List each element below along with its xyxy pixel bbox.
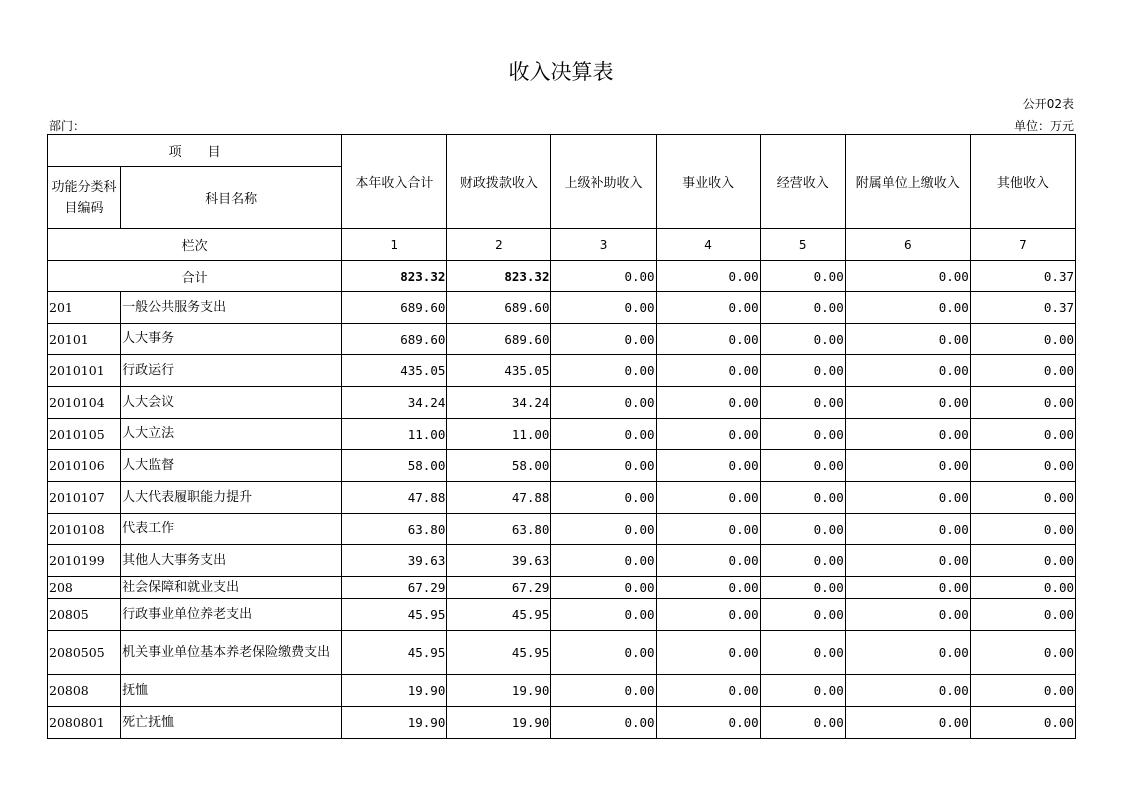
row-value: 0.00 bbox=[760, 324, 845, 355]
row-value: 47.88 bbox=[342, 482, 447, 514]
row-value: 0.00 bbox=[970, 675, 1075, 707]
table-row bbox=[48, 292, 1076, 324]
row-value: 0.00 bbox=[551, 577, 656, 599]
row-value: 0.00 bbox=[656, 599, 760, 631]
total-value: 0.00 bbox=[845, 261, 970, 292]
row-code: 2010107 bbox=[48, 482, 121, 514]
row-value: 0.00 bbox=[656, 419, 760, 450]
row-value: 63.80 bbox=[447, 514, 551, 545]
row-value: 0.00 bbox=[760, 450, 845, 482]
table-row bbox=[48, 514, 1076, 545]
row-value: 63.80 bbox=[342, 514, 447, 545]
row-value: 0.00 bbox=[760, 419, 845, 450]
total-value: 0.00 bbox=[656, 261, 760, 292]
row-name: 其他人大事务支出 bbox=[121, 545, 342, 577]
row-value: 0.00 bbox=[845, 599, 970, 631]
row-value: 0.00 bbox=[656, 387, 760, 419]
header-item: 项 目 bbox=[48, 135, 342, 167]
row-value: 34.24 bbox=[447, 387, 551, 419]
header-col-3: 上级补助收入 bbox=[551, 135, 656, 229]
row-value: 0.00 bbox=[551, 355, 656, 387]
row-value: 0.00 bbox=[551, 514, 656, 545]
row-value: 0.00 bbox=[656, 450, 760, 482]
row-code: 2010108 bbox=[48, 514, 121, 545]
row-value: 0.00 bbox=[845, 577, 970, 599]
header-col-6: 附属单位上缴收入 bbox=[845, 135, 970, 229]
row-value: 0.37 bbox=[970, 292, 1075, 324]
row-value: 0.00 bbox=[656, 545, 760, 577]
row-value: 0.00 bbox=[845, 707, 970, 739]
column-number: 3 bbox=[551, 229, 656, 261]
row-name: 人大代表履职能力提升 bbox=[121, 482, 342, 514]
row-value: 0.00 bbox=[656, 707, 760, 739]
row-value: 19.90 bbox=[342, 675, 447, 707]
row-name: 抚恤 bbox=[121, 675, 342, 707]
row-value: 0.00 bbox=[760, 482, 845, 514]
row-name: 死亡抚恤 bbox=[121, 707, 342, 739]
column-number: 6 bbox=[845, 229, 970, 261]
table-row bbox=[48, 324, 1076, 355]
header-col-2: 财政拨款收入 bbox=[447, 135, 551, 229]
table-row bbox=[48, 577, 1076, 599]
row-value: 0.00 bbox=[970, 707, 1075, 739]
total-value: 823.32 bbox=[447, 261, 551, 292]
total-row bbox=[48, 261, 1076, 292]
unit-label: 单位：万元 bbox=[1013, 119, 1074, 133]
row-value: 0.00 bbox=[760, 292, 845, 324]
row-value: 0.00 bbox=[656, 292, 760, 324]
row-value: 39.63 bbox=[447, 545, 551, 577]
header-col-7: 其他收入 bbox=[970, 135, 1075, 229]
row-code: 20101 bbox=[48, 324, 121, 355]
row-value: 689.60 bbox=[447, 292, 551, 324]
row-value: 67.29 bbox=[342, 577, 447, 599]
row-value: 0.00 bbox=[970, 514, 1075, 545]
page-title: 收入决算表 bbox=[508, 60, 614, 84]
row-value: 11.00 bbox=[447, 419, 551, 450]
row-value: 0.00 bbox=[656, 577, 760, 599]
header-col-4: 事业收入 bbox=[656, 135, 760, 229]
row-value: 0.00 bbox=[845, 387, 970, 419]
row-value: 0.00 bbox=[551, 631, 656, 675]
row-value: 67.29 bbox=[447, 577, 551, 599]
table-row bbox=[48, 482, 1076, 514]
row-value: 0.00 bbox=[970, 324, 1075, 355]
row-value: 0.00 bbox=[845, 631, 970, 675]
row-value: 0.00 bbox=[551, 324, 656, 355]
row-value: 0.00 bbox=[845, 324, 970, 355]
row-value: 0.00 bbox=[845, 419, 970, 450]
row-value: 0.00 bbox=[760, 675, 845, 707]
row-value: 0.00 bbox=[845, 450, 970, 482]
row-code: 2010199 bbox=[48, 545, 121, 577]
row-value: 0.00 bbox=[551, 292, 656, 324]
row-value: 0.00 bbox=[656, 482, 760, 514]
row-value: 0.00 bbox=[551, 707, 656, 739]
row-value: 689.60 bbox=[342, 292, 447, 324]
total-value: 0.37 bbox=[970, 261, 1075, 292]
row-code: 20805 bbox=[48, 599, 121, 631]
row-value: 0.00 bbox=[845, 292, 970, 324]
column-row-label: 栏次 bbox=[48, 229, 342, 261]
row-value: 0.00 bbox=[970, 387, 1075, 419]
row-code: 2010101 bbox=[48, 355, 121, 387]
row-value: 0.00 bbox=[970, 355, 1075, 387]
row-value: 0.00 bbox=[760, 631, 845, 675]
header-col-5: 经营收入 bbox=[760, 135, 845, 229]
column-number: 1 bbox=[342, 229, 447, 261]
row-value: 0.00 bbox=[760, 387, 845, 419]
row-value: 0.00 bbox=[551, 675, 656, 707]
income-table bbox=[47, 134, 1076, 739]
row-value: 39.63 bbox=[342, 545, 447, 577]
column-number: 7 bbox=[970, 229, 1075, 261]
row-value: 0.00 bbox=[656, 514, 760, 545]
table-row bbox=[48, 355, 1076, 387]
row-value: 0.00 bbox=[845, 355, 970, 387]
row-value: 0.00 bbox=[760, 355, 845, 387]
row-value: 0.00 bbox=[845, 545, 970, 577]
row-value: 0.00 bbox=[551, 599, 656, 631]
department-label: 部门： bbox=[49, 119, 86, 133]
row-value: 58.00 bbox=[447, 450, 551, 482]
row-code: 2010105 bbox=[48, 419, 121, 450]
row-value: 0.00 bbox=[551, 387, 656, 419]
row-value: 45.95 bbox=[342, 631, 447, 675]
row-value: 0.00 bbox=[551, 419, 656, 450]
row-name: 行政运行 bbox=[121, 355, 342, 387]
row-value: 34.24 bbox=[342, 387, 447, 419]
row-name: 社会保障和就业支出 bbox=[121, 577, 342, 599]
row-value: 0.00 bbox=[760, 599, 845, 631]
row-value: 0.00 bbox=[845, 482, 970, 514]
row-value: 0.00 bbox=[656, 355, 760, 387]
row-value: 0.00 bbox=[656, 631, 760, 675]
row-value: 0.00 bbox=[970, 482, 1075, 514]
row-value: 0.00 bbox=[760, 514, 845, 545]
row-code: 2080505 bbox=[48, 631, 121, 675]
row-value: 0.00 bbox=[845, 514, 970, 545]
row-code: 208 bbox=[48, 577, 121, 599]
column-number: 5 bbox=[760, 229, 845, 261]
row-value: 0.00 bbox=[970, 599, 1075, 631]
row-name: 人大监督 bbox=[121, 450, 342, 482]
row-name: 人大事务 bbox=[121, 324, 342, 355]
header-name: 科目名称 bbox=[121, 167, 342, 229]
row-code: 2010104 bbox=[48, 387, 121, 419]
header-col-1: 本年收入合计 bbox=[342, 135, 447, 229]
row-code: 2010106 bbox=[48, 450, 121, 482]
row-value: 435.05 bbox=[447, 355, 551, 387]
row-value: 0.00 bbox=[970, 419, 1075, 450]
row-name: 人大会议 bbox=[121, 387, 342, 419]
row-name: 代表工作 bbox=[121, 514, 342, 545]
row-value: 45.95 bbox=[447, 599, 551, 631]
row-value: 19.90 bbox=[342, 707, 447, 739]
row-value: 0.00 bbox=[970, 545, 1075, 577]
table-row bbox=[48, 675, 1076, 707]
row-code: 20808 bbox=[48, 675, 121, 707]
table-row bbox=[48, 387, 1076, 419]
row-value: 58.00 bbox=[342, 450, 447, 482]
column-number: 4 bbox=[656, 229, 760, 261]
table-row bbox=[48, 631, 1076, 675]
row-value: 45.95 bbox=[342, 599, 447, 631]
header-code: 功能分类科目编码 bbox=[48, 167, 121, 229]
row-value: 19.90 bbox=[447, 707, 551, 739]
row-value: 47.88 bbox=[447, 482, 551, 514]
row-value: 0.00 bbox=[845, 675, 970, 707]
row-value: 0.00 bbox=[551, 450, 656, 482]
row-name: 一般公共服务支出 bbox=[121, 292, 342, 324]
row-value: 0.00 bbox=[551, 545, 656, 577]
total-value: 0.00 bbox=[760, 261, 845, 292]
row-code: 201 bbox=[48, 292, 121, 324]
row-value: 0.00 bbox=[970, 450, 1075, 482]
row-name: 人大立法 bbox=[121, 419, 342, 450]
column-number: 2 bbox=[447, 229, 551, 261]
form-number: 公开02表 bbox=[1022, 97, 1074, 111]
total-value: 0.00 bbox=[551, 261, 656, 292]
row-value: 0.00 bbox=[551, 482, 656, 514]
row-value: 11.00 bbox=[342, 419, 447, 450]
row-value: 689.60 bbox=[447, 324, 551, 355]
table-row bbox=[48, 545, 1076, 577]
row-value: 0.00 bbox=[656, 675, 760, 707]
total-value: 823.32 bbox=[342, 261, 447, 292]
row-value: 0.00 bbox=[760, 577, 845, 599]
row-value: 435.05 bbox=[342, 355, 447, 387]
table-row bbox=[48, 707, 1076, 739]
row-name: 机关事业单位基本养老保险缴费支出 bbox=[121, 631, 342, 675]
row-value: 689.60 bbox=[342, 324, 447, 355]
row-value: 0.00 bbox=[760, 545, 845, 577]
row-value: 0.00 bbox=[970, 631, 1075, 675]
row-value: 0.00 bbox=[656, 324, 760, 355]
row-value: 19.90 bbox=[447, 675, 551, 707]
row-code: 2080801 bbox=[48, 707, 121, 739]
row-value: 45.95 bbox=[447, 631, 551, 675]
row-value: 0.00 bbox=[970, 577, 1075, 599]
table-row bbox=[48, 599, 1076, 631]
row-value: 0.00 bbox=[760, 707, 845, 739]
table-row bbox=[48, 419, 1076, 450]
table-row bbox=[48, 450, 1076, 482]
total-label: 合计 bbox=[48, 261, 342, 292]
row-name: 行政事业单位养老支出 bbox=[121, 599, 342, 631]
